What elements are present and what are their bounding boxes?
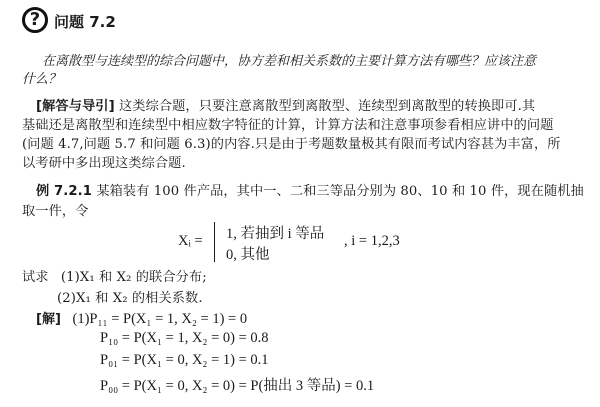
- equation-p00: P₀₀ = P(X₁ = 0, X₂ = 0) = P(抽出 3 等品) = 0.1: [100, 378, 375, 394]
- task-1: (1)X₁ 和 X₂ 的联合分布;: [60, 270, 207, 285]
- question-text-line-2: 什么？: [22, 72, 62, 87]
- equation-p11: (1)P₁₁ = P(X₁ = 1, X₂ = 1) = 0: [72, 311, 248, 327]
- solution-line-1: [36, 308, 247, 328]
- answer-text-line-3: (问题 4.7,问题 5.7 和问题 6.3)的内容.只是由于考题数量极其有限而考试内容甚为丰富，所: [22, 137, 561, 152]
- task-line-1: [22, 266, 207, 285]
- example-text-line-1: 某箱装有 100 件产品，其中一、二和三等品分别为 80、10 和 10 件，现在随机抽: [96, 184, 584, 199]
- equation-p10: P₁₀ = P(X₁ = 1, X₂ = 0) = 0.8: [100, 330, 269, 346]
- answer-paragraph: [36, 95, 535, 114]
- section-title: 问题 7.2: [54, 13, 116, 31]
- example-paragraph: [36, 180, 584, 199]
- definition-case-2: 0, 其他: [226, 247, 270, 263]
- equation-p01: P₀₁ = P(X₁ = 0, X₂ = 1) = 0.1: [100, 352, 269, 368]
- solution-label: [解]: [36, 312, 61, 327]
- definition-lhs: Xᵢ =: [178, 233, 203, 249]
- question-mark-icon: ?: [22, 7, 48, 33]
- example-label: 例 7.2.1: [36, 184, 93, 199]
- answer-label: [解答与导引]: [36, 99, 115, 114]
- definition-index-range: , i = 1,2,3: [344, 233, 400, 249]
- definition-brace: [214, 222, 224, 262]
- answer-text-line-2: 基础还是离散型和连续型中相应数字特征的计算，计算方法和注意事项参看相应讲中的问题: [22, 118, 554, 133]
- definition-case-1: 1, 若抽到 i 等品: [226, 226, 325, 242]
- task-2: (2)X₁ 和 X₂ 的相关系数.: [57, 291, 203, 306]
- example-text-line-2: 取一件，令: [22, 204, 89, 219]
- answer-text-line-4: 以考研中多出现这类综合题.: [22, 156, 186, 171]
- question-text-line-1: 在离散型与连续型的综合问题中，协方差和相关系数的主要计算方法有哪些？应该注意: [42, 54, 537, 69]
- answer-text-line-1: 这类综合题，只要注意离散型到离散型、连续型到离散型的转换即可.其: [119, 99, 536, 114]
- task-prefix: 试求: [22, 270, 49, 285]
